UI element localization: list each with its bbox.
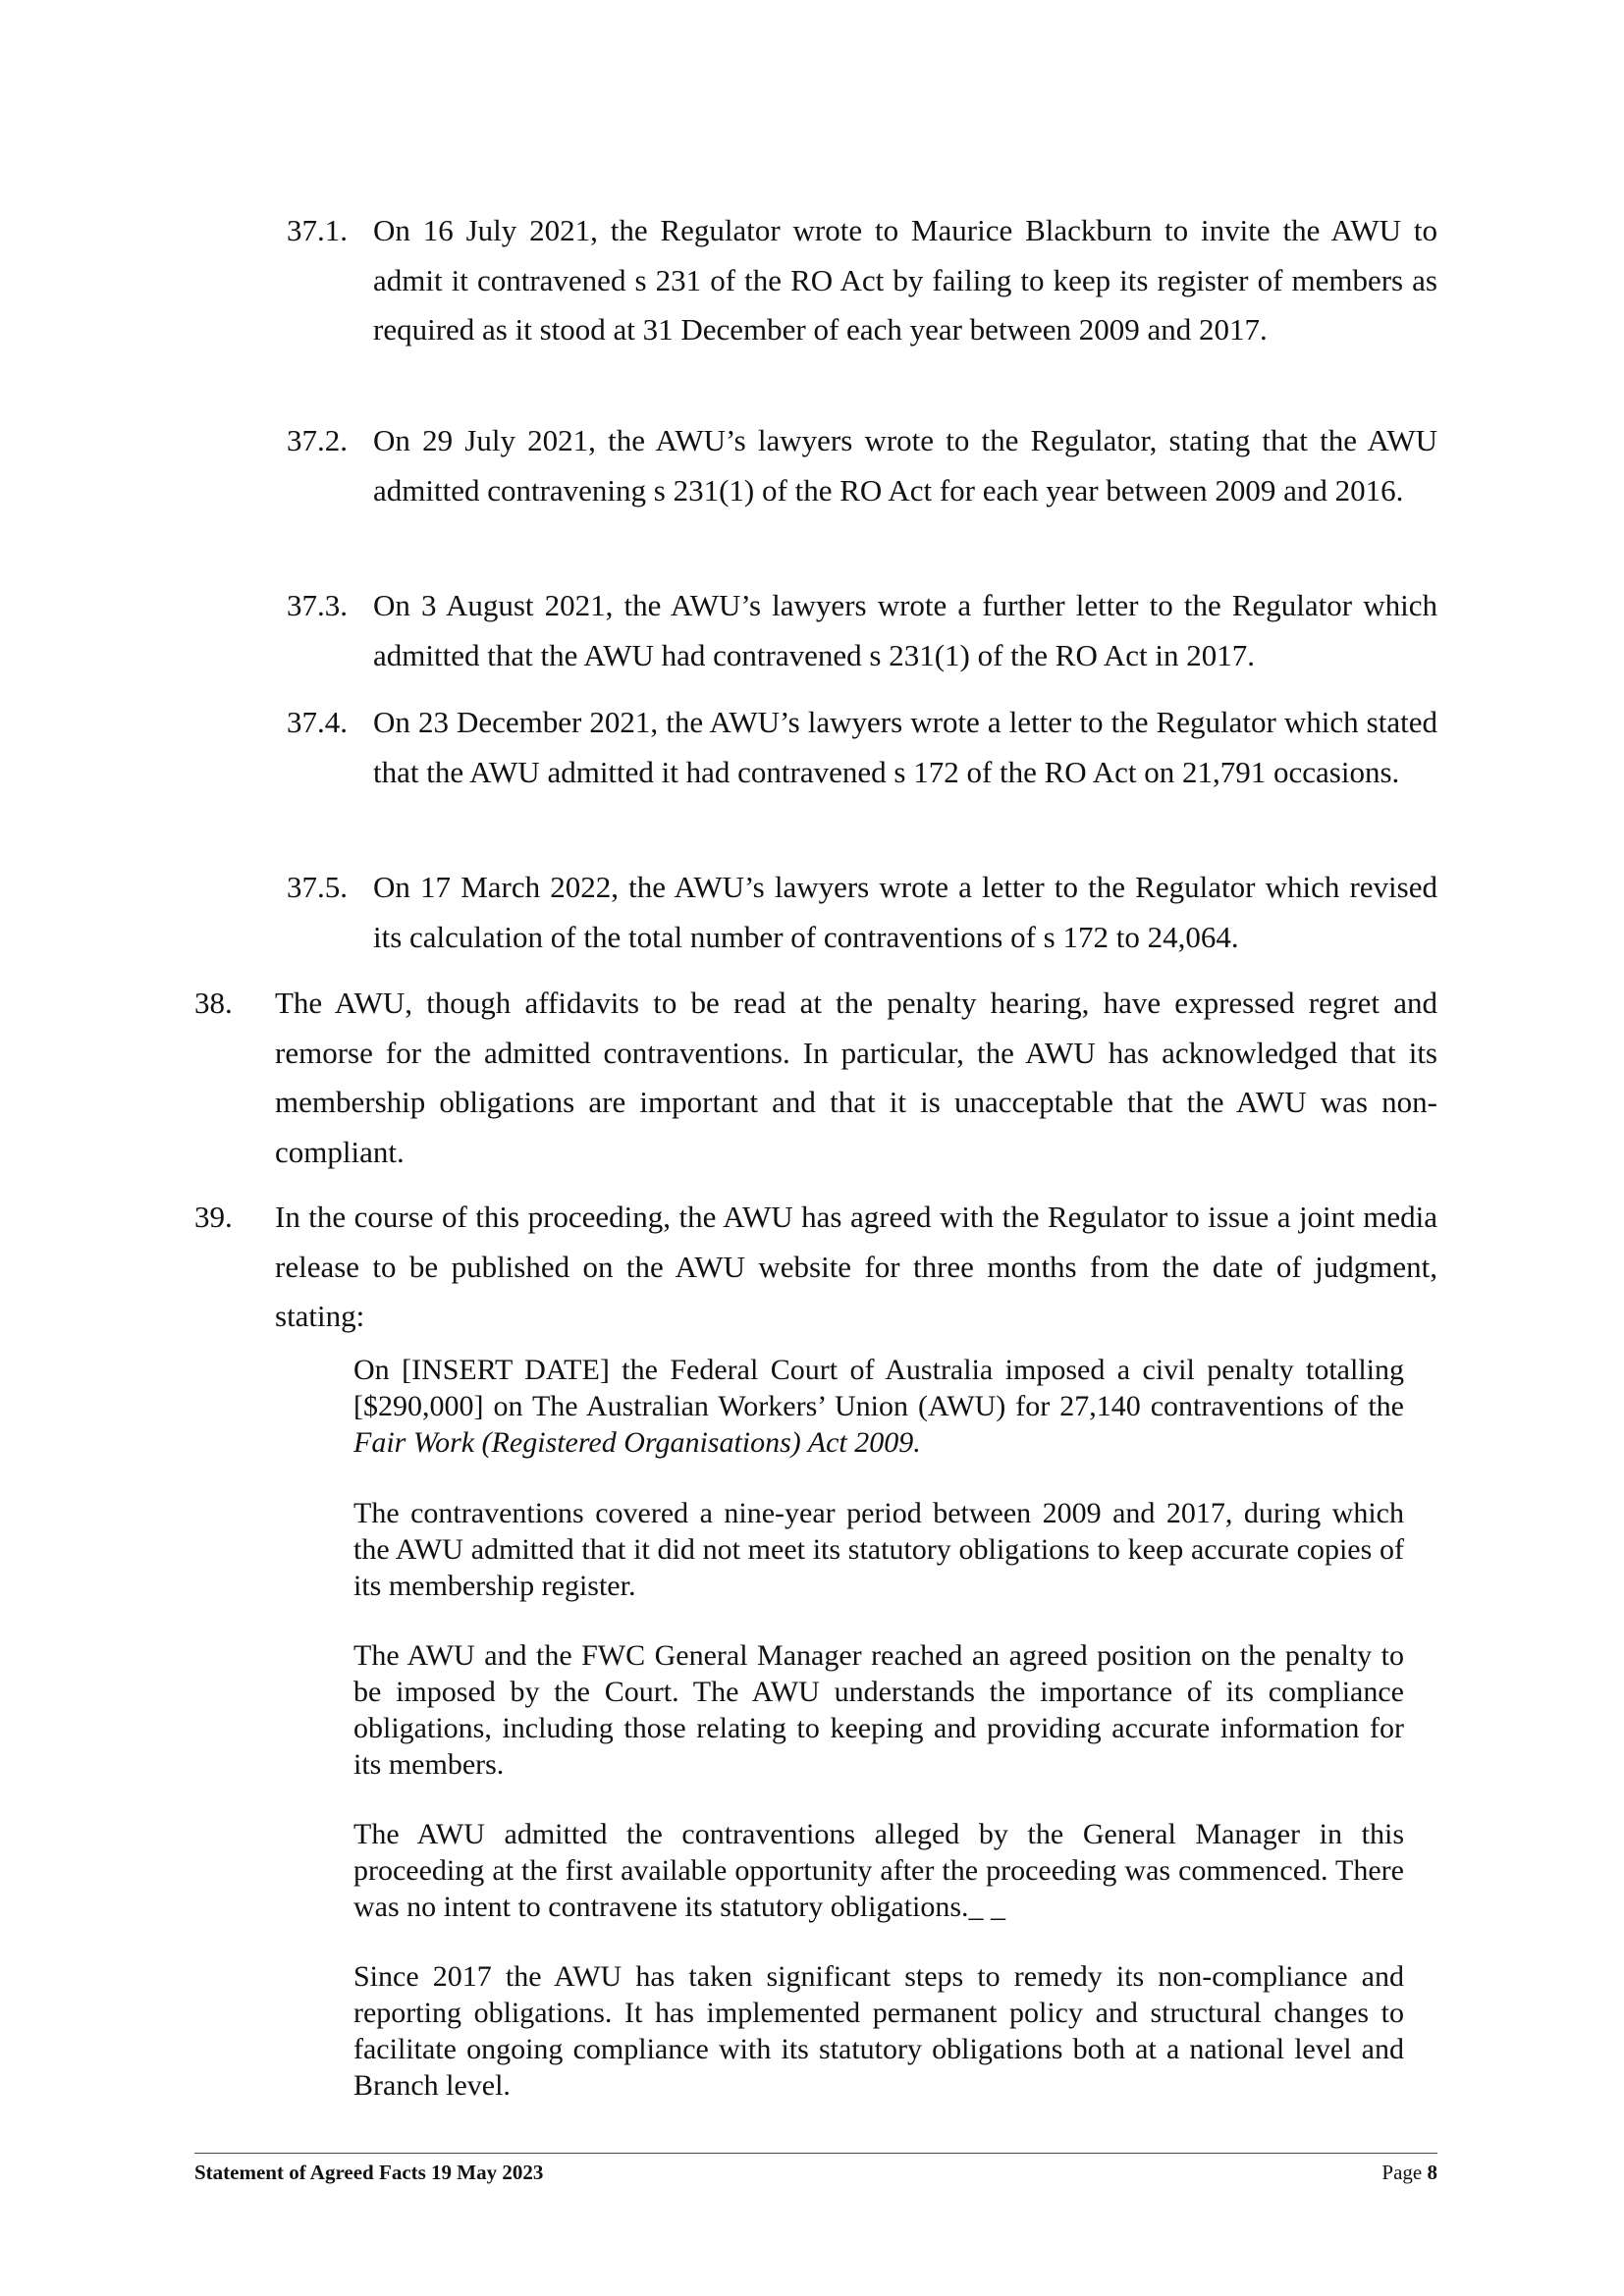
act-title: Fair Work (Registered Organisations) Act 2009. (353, 1426, 921, 1459)
page-label: Page (1381, 2161, 1423, 2184)
page-number-value: 8 (1427, 2161, 1437, 2184)
paragraph-text: On 17 March 2022, the AWU’s lawyers wrote a letter to the Regulator which revised its calculation of the total number of contraventions of s 172 to 24,064. (373, 870, 1437, 954)
media-release-quote-2: The contraventions covered a nine-year period between 2009 and 2017, during which the AWU admitted that it did not meet its statutory obligations to keep accurate copies of its membership register. (353, 1497, 1404, 1602)
media-release-quote-1 (353, 1352, 1404, 1461)
paragraph-37-1 (287, 206, 1437, 355)
paragraph-number: 37.1. (287, 213, 348, 247)
paragraph-text: On 23 December 2021, the AWU’s lawyers wrote a letter to the Regulator which stated that the AWU admitted it had contravened s 172 of the RO Act on 21,791 occasions. (373, 705, 1437, 789)
media-release-quote-4: The AWU admitted the contraventions alleged by the General Manager in this proceeding at the first available opportunity after the proceeding was commenced. There was no intent to contravene its statutory obligations._ _ (353, 1818, 1404, 1923)
paragraph-39 (194, 1193, 1437, 1342)
paragraph-number: 37.2. (287, 423, 348, 457)
paragraph-number: 37.4. (287, 705, 348, 739)
paragraph-number: 39. (194, 1200, 233, 1234)
paragraph-text: The AWU, though affidavits to be read at the penalty hearing, have expressed regret and remorse for the admitted contraventions. In particular, the AWU has acknowledged that its membership obligations are important and that it is unacceptable that the AWU was non-compliant. (275, 986, 1437, 1169)
media-release-quote-5: Since 2017 the AWU has taken significant steps to remedy its non-compliance and reporting obligations. It has implemented permanent policy and structural changes to facilitate ongoing compliance with its statutory obligations both at a national level and Branch level. (353, 1960, 1404, 2102)
media-release-quote-3: The AWU and the FWC General Manager reached an agreed position on the penalty to be imposed by the Court. The AWU understands the importance of its compliance obligations, including those relating to keeping and providing accurate information for its members. (353, 1639, 1404, 1781)
paragraph-37-2 (287, 416, 1437, 515)
paragraph-number: 37.5. (287, 870, 348, 904)
quote-text: On [INSERT DATE] the Federal Court of Australia imposed a civil penalty totalling [$290,000] on The Australian Workers’ Union (AWU) for 27,140 contraventions of the (353, 1354, 1404, 1422)
paragraph-37-4 (287, 698, 1437, 797)
paragraph-text: On 16 July 2021, the Regulator wrote to Maurice Blackburn to invite the AWU to admit it contravened s 231 of the RO Act by failing to keep its register of members as required as it stood at 31 December of each year between 2009 and 2017. (373, 213, 1437, 347)
paragraph-38 (194, 979, 1437, 1177)
footer-title: Statement of Agreed Facts 19 May 2023 (194, 2161, 544, 2184)
paragraph-text: On 29 July 2021, the AWU’s lawyers wrote to the Regulator, stating that the AWU admitted contravening s 231(1) of the RO Act for each year between 2009 and 2016. (373, 423, 1437, 507)
page-number (1381, 2161, 1437, 2185)
paragraph-text: In the course of this proceeding, the AWU has agreed with the Regulator to issue a joint media release to be published on the AWU website for three months from the date of judgment, stating: (275, 1200, 1437, 1333)
paragraph-text: On 3 August 2021, the AWU’s lawyers wrote a further letter to the Regulator which admitted that the AWU had contravened s 231(1) of the RO Act in 2017. (373, 588, 1437, 672)
paragraph-37-3 (287, 581, 1437, 680)
footer-divider (194, 2153, 1437, 2154)
paragraph-number: 38. (194, 986, 233, 1020)
paragraph-number: 37.3. (287, 588, 348, 622)
paragraph-37-5 (287, 863, 1437, 962)
